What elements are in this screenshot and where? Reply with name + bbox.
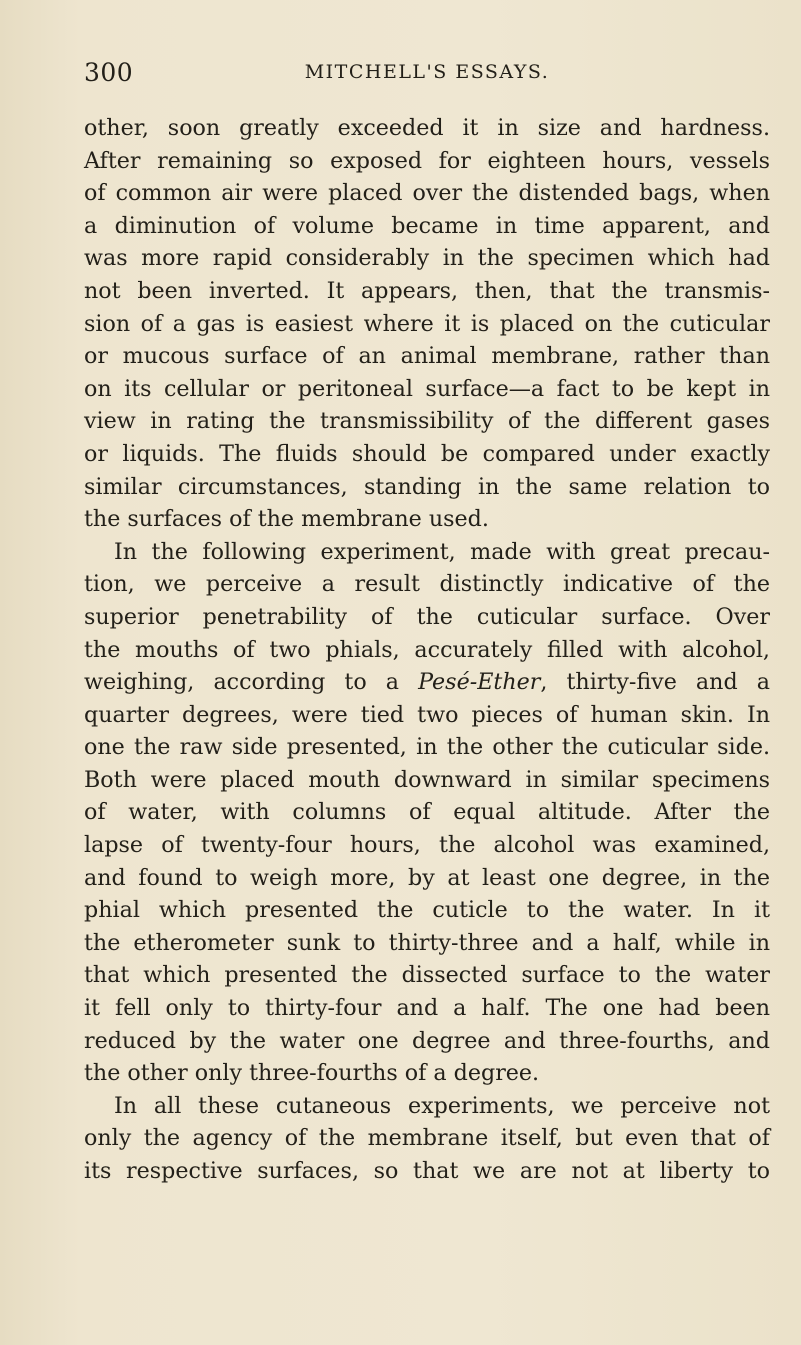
text-line: of common air were placed over the distended bags, when: [84, 180, 770, 207]
text-line: After remaining so exposed for eighteen hours, vessels: [84, 147, 770, 174]
page-header: [84, 58, 770, 92]
text-fragment: weighing, according to a: [84, 669, 400, 696]
text-line: In the following experiment, made with great precau-: [114, 538, 770, 565]
text-fragment: , thirty-five and a: [540, 669, 770, 696]
text-line: on its cellular or peritoneal surface—a fact to be kept in: [84, 375, 770, 402]
text-line: similar circumstances, standing in the same relation to: [84, 473, 770, 500]
text-line: sion of a gas is easiest where it is placed on the cuticular: [84, 310, 770, 337]
text-line: of water, with columns of equal altitude. After the: [84, 799, 770, 826]
text-line: In all these cutaneous experiments, we perceive not: [114, 1092, 770, 1119]
text-line: and found to weigh more, by at least one degree, in the: [84, 864, 770, 891]
text-line: or liquids. The fluids should be compared under exactly: [84, 440, 770, 467]
text-line: tion, we perceive a result distinctly indicative of the: [84, 571, 770, 598]
text-line-with-italic: [84, 666, 770, 699]
text-line: it fell only to thirty-four and a half. The one had been: [84, 995, 770, 1022]
text-line: only the agency of the membrane itself, but even that of: [84, 1125, 770, 1152]
text-line: the surfaces of the membrane used.: [84, 506, 489, 533]
text-line: view in rating the transmissibility of the different gases: [84, 408, 770, 435]
text-line: other, soon greatly exceeded it in size and hardness.: [84, 115, 770, 141]
text-line: Both were placed mouth downward in similar specimens: [84, 766, 770, 793]
running-head: MITCHELL'S ESSAYS.: [304, 61, 550, 83]
text-line: that which presented the dissected surface to the water: [84, 962, 770, 989]
text-line: its respective surfaces, so that we are not at liberty to: [84, 1158, 770, 1184]
text-line: lapse of twenty-four hours, the alcohol was examined,: [84, 832, 770, 859]
text-line: was more rapid considerably in the specimen which had: [84, 245, 770, 272]
text-line: one the raw side presented, in the other the cuticular side.: [84, 734, 770, 761]
text-line: reduced by the water one degree and three-fourths, and: [84, 1027, 770, 1054]
text-line: the mouths of two phials, accurately filled with alcohol,: [84, 636, 770, 663]
text-line: superior penetrability of the cuticular surface. Over: [84, 603, 770, 630]
text-line: the etherometer sunk to thirty-three and a half, while in: [84, 929, 770, 956]
text-line: the other only three-fourths of a degree.: [84, 1060, 540, 1087]
text-line: not been inverted. It appears, then, that the transmis-: [84, 277, 770, 304]
text-line: quarter degrees, were tied two pieces of human skin. In: [84, 701, 770, 728]
text-line: phial which presented the cuticle to the water. In it: [84, 897, 770, 924]
page-number: 300: [84, 58, 134, 87]
body-text: [84, 112, 770, 1188]
text-line: or mucous surface of an animal membrane, rather than: [84, 343, 770, 370]
text-line: a diminution of volume became in time apparent, and: [84, 212, 770, 239]
italic-term: Pesé-Ether: [418, 669, 541, 696]
